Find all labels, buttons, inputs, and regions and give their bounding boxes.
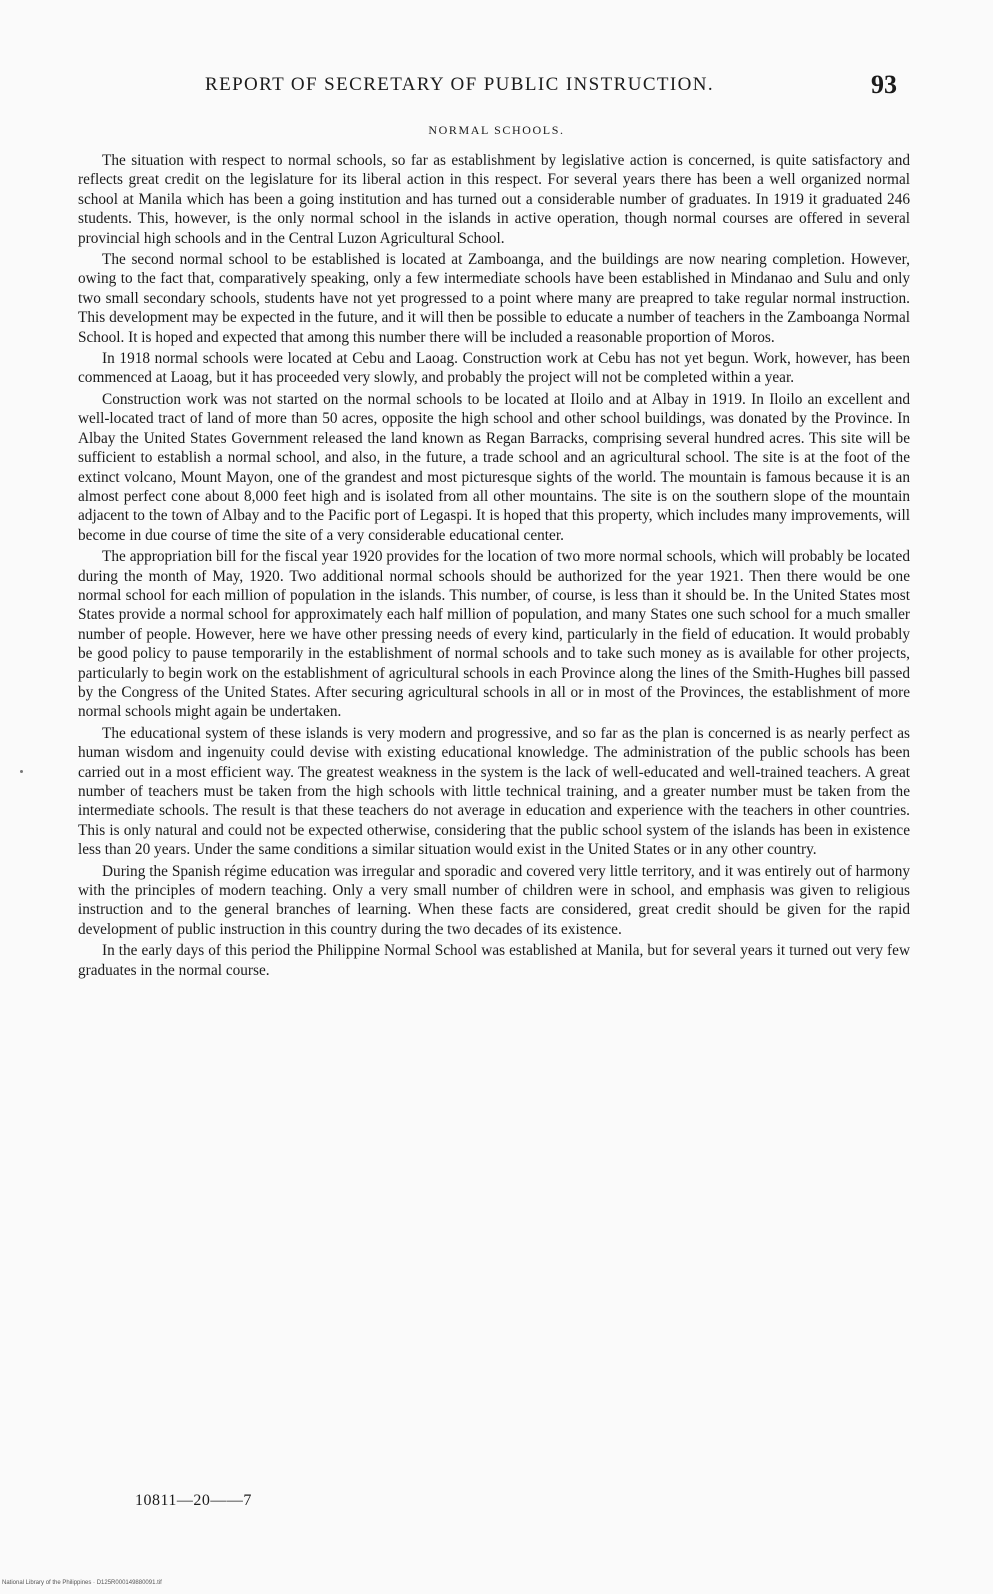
paragraph-3: In 1918 normal schools were located at Cebu and Laoag. Construction work at Cebu has not yet begun. Work, however, has been commenced at Laoag, but it has proceeded very slowly, and probably the project will not be completed within a year. — [78, 350, 910, 387]
body-text — [78, 151, 910, 982]
page-number: 93 — [871, 70, 897, 99]
paragraph-6: The educational system of these islands is very modern and progressive, and so far as the plan is concerned is as nearly perfect as human wisdom and ingenuity could devise with existing educational knowledge. The administration of the public schools has been carried out in a most efficient way. The greatest weakness in the system is the lack of well-educated and well-trained teachers. A great number of teachers must be taken from the high schools with little technical training, and a greater number must be taken from the intermediate schools. The result is that these teachers do not average in education and experience with the teachers in other countries. This is only natural and could not be expected otherwise, considering that the public school system of the islands has been in existence less than 20 years. Under the same conditions a similar situation would exist in the United States or in any other country. — [78, 724, 910, 859]
paragraph-5: The appropriation bill for the fiscal year 1920 provides for the location of two more normal schools, which will probably be located during the month of May, 1920. Two additional normal schools should be authorized for the year 1921. Then there would be one normal school for each million of population in the islands. This number, of course, is less than it should be. In the United States most States provide a normal school for approximately each half million of population, and many States one such school for a much smaller number of people. However, here we have other pressing needs of every kind, particularly in the field of education. It would probably be good policy to pause temporarily in the establishment of normal schools and to take such money as is available for other projects, particularly to begin work on the establishment of agricultural schools in each Province along the lines of the Smith-Hughes bill passed by the Congress of the United States. After securing agricultural schools in all or in most of the Provinces, the establishment of more normal schools might again be undertaken. — [78, 548, 910, 721]
scan-credit: National Library of the Philippines · D125R000149880091.tif — [2, 1580, 162, 1586]
paragraph-7: During the Spanish régime education was irregular and sporadic and covered very little territory, and it was entirely out of harmony with the principles of modern teaching. Only a very small number of children were in school, and emphasis was given to religious instruction and to the general branches of learning. When these facts are considered, great credit should be given for the rapid development of public instruction in this country during the two decades of its existence. — [78, 862, 910, 938]
paragraph-1: The situation with respect to normal schools, so far as establishment by legislative action is concerned, is quite satisfactory and reflects great credit on the legislature for its liberal action in this respect. For several years there has been a well organized normal school at Manila which has been a going institution and has turned out a considerable number of graduates. In 1919 it graduated 246 students. This, however, is the only normal school in the islands in active operation, though normal courses are offered in several provincial high schools and in the Central Luzon Agricultural School. — [78, 152, 910, 247]
paragraph-8: In the early days of this period the Philippine Normal School was established at Manila, but for several years it turned out very few graduates in the normal course. — [78, 942, 910, 979]
running-head: REPORT OF SECRETARY OF PUBLIC INSTRUCTION. — [205, 74, 715, 95]
section-heading: NORMAL SCHOOLS. — [428, 123, 565, 137]
scan-speck — [20, 770, 23, 773]
print-code: 10811—20——7 — [135, 1492, 252, 1509]
paragraph-4: Construction work was not started on the normal schools to be located at Iloilo and at Albay in 1919. In Iloilo an excellent and well-located tract of land of more than 50 acres, opposite the high school and other school buildings, was donated by the Province. In Albay the United States Government released the land known as Regan Barracks, comprising several hundred acres. This site will be sufficient to establish a normal school, and also, in the future, a trade school and an agricultural school. The site is at the foot of the extinct volcano, Mount Mayon, one of the grandest and most picturesque sights of the world. The mountain is famous because it is an almost perfect cone about 8,000 feet high and is isolated from all other mountains. The site is on the southern slope of the mountain adjacent to the town of Albay and to the Pacific port of Legaspi. It is hoped that this property, which includes many improvements, will become in due course of time the site of a very considerable educational center. — [78, 390, 910, 544]
paragraph-2: The second normal school to be established is located at Zamboanga, and the buildings are now nearing completion. However, owing to the fact that, comparatively speaking, only a few intermediate schools have been established in Mindanao and Sulu and only two small secondary schools, students have not yet progressed to a point where many are preapred to take regular normal instruction. This development may be expected in the future, and it will then be possible to educate a number of teachers in the Zamboanga Normal School. It is hoped and expected that among this number there will be included a reasonable proportion of Moros. — [78, 251, 910, 346]
